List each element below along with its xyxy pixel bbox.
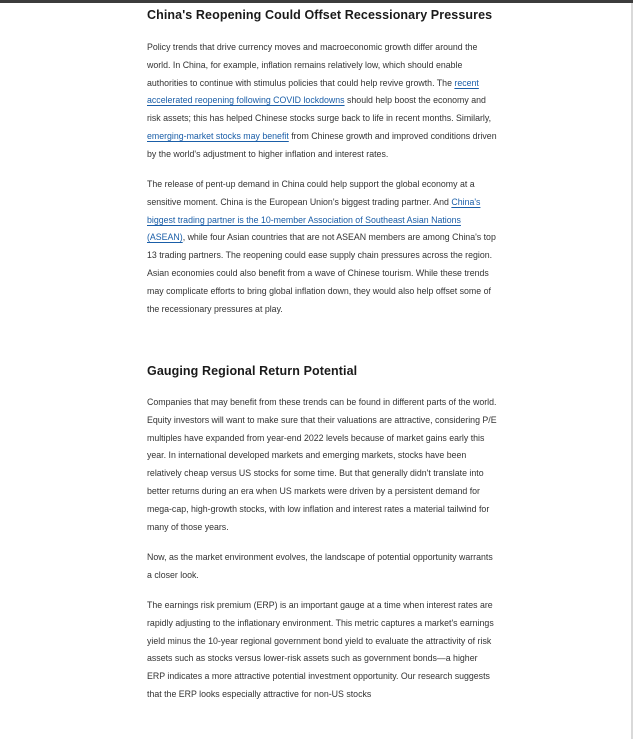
link-china-trading-partner[interactable]: China's biggest trading partner is the 10-member Association of Southeast Asian Nations (ASEAN) [147, 196, 481, 243]
paragraph-text: , while four Asian countries that are not ASEAN members are among China's top 13 trading partners. The reopening could ease supply chain pressures across the region. Asian economies could also benefit from a wave of Chinese tourism. While these trends may complicate efforts to bring global inflation down, they would also help offset some of the recessionary pressures at play. [147, 232, 496, 314]
paragraph-text: should help boost the economy and risk assets; this has helped Chinese stocks surge back to life in recent months. Similarly, [147, 95, 492, 124]
section-heading-gauging-returns: Gauging Regional Return Potential [147, 364, 358, 378]
link-emerging-market-stocks[interactable]: emerging-market stocks may benefit [147, 130, 289, 141]
paragraph-text: Policy trends that drive currency moves and macroeconomic growth differ around the world. In China, for example, inflation remains relatively low, which should enable authorities to continue with stimulus policies that could help revive growth. The [147, 42, 478, 88]
top-border [0, 0, 633, 3]
paragraph-market-environment: Now, as the market environment evolves, the landscape of potential opportunity warrants a closer look. [147, 552, 493, 580]
paragraph-policy-trends [147, 39, 497, 164]
paragraph-text: from Chinese growth and improved conditions driven by the world's adjustment to higher inflation and interest rates. [147, 130, 497, 159]
paragraph-companies-benefit: Companies that may benefit from these trends can be found in different parts of the world. Equity investors will want to make sure that their valuations are attractive, considering P/E multiples have expanded from year-end 2022 levels because of market gains early this year. In international developed markets and emerging markets, stocks have been relatively cheap versus US stocks for some time. But that generally didn't translate into better returns during an era when US markets were driven by a persistent demand for mega-cap, high-growth stocks, with low inflation and interest rates a material tailwind for many of those years. [147, 397, 497, 532]
paragraph-pent-up-demand [147, 176, 497, 318]
section-heading-china-reopening: China's Reopening Could Offset Recessionary Pressures [147, 8, 493, 22]
paragraph-text: The release of pent-up demand in China could help support the global economy at a sensitive moment. China is the European Union's biggest trading partner. And [147, 179, 475, 207]
paragraph-earnings-risk-premium: The earnings risk premium (ERP) is an important gauge at a time when interest rates are rapidly adjusting to the inflationary environment. This metric captures a market's earnings yield minus the 10-year regional government bond yield to evaluate the attractivity of risk assets such as stocks versus lower-risk assets such as government bonds—a higher ERP indicates a more attractive potential investment opportunity. Our research suggests that the ERP looks especially attractive for non-US stocks [147, 600, 494, 699]
link-recent-reopening[interactable]: recent accelerated reopening following COVID lockdowns [147, 77, 479, 106]
